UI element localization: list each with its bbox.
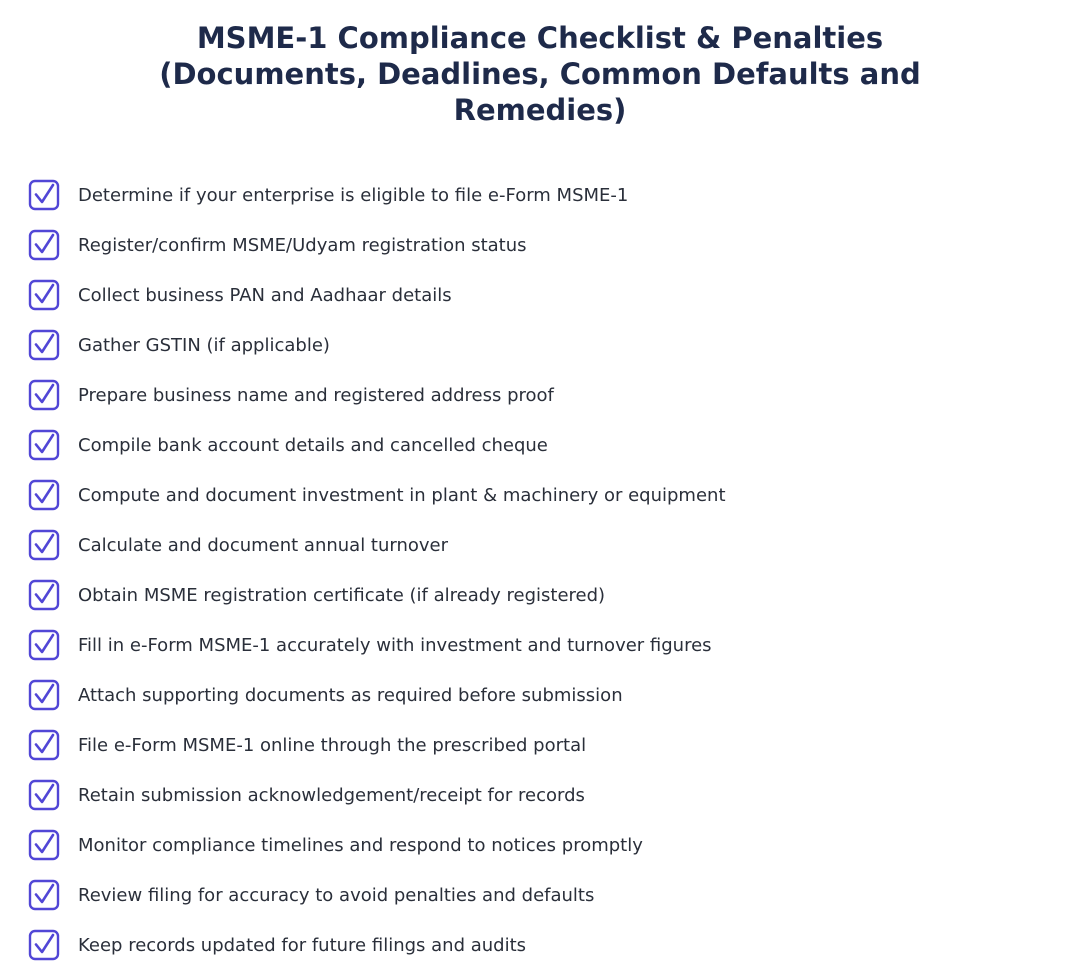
checklist-item-label: Register/confirm MSME/Udyam registration status (78, 234, 527, 256)
page-title: MSME-1 Compliance Checklist & Penalties (Documents, Deadlines, Common Defaults and Remedies) (159, 21, 921, 127)
checklist-item (28, 320, 726, 370)
checklist-item (28, 520, 726, 570)
checkbox-checked-icon[interactable] (28, 529, 60, 561)
checklist-item (28, 870, 726, 920)
checklist-item-label: Prepare business name and registered address proof (78, 384, 554, 406)
checkbox-checked-icon[interactable] (28, 329, 60, 361)
checkbox-checked-icon[interactable] (28, 929, 60, 961)
checklist-item (28, 670, 726, 720)
checklist-item-label: Review filing for accuracy to avoid penalties and defaults (78, 884, 595, 906)
checklist-item (28, 920, 726, 970)
checkbox-checked-icon[interactable] (28, 379, 60, 411)
compliance-checklist (28, 170, 726, 970)
checkbox-checked-icon[interactable] (28, 479, 60, 511)
checkbox-checked-icon[interactable] (28, 179, 60, 211)
checklist-item-label: Compile bank account details and cancelled cheque (78, 434, 548, 456)
checkbox-checked-icon[interactable] (28, 429, 60, 461)
checklist-item-label: Obtain MSME registration certificate (if already registered) (78, 584, 606, 606)
checkbox-checked-icon[interactable] (28, 229, 60, 261)
checkbox-checked-icon[interactable] (28, 829, 60, 861)
checkbox-checked-icon[interactable] (28, 679, 60, 711)
checklist-item-label: Fill in e-Form MSME-1 accurately with investment and turnover figures (78, 634, 712, 656)
checklist-item (28, 170, 726, 220)
checklist-item-label: Gather GSTIN (if applicable) (78, 334, 330, 356)
checklist-item-label: Collect business PAN and Aadhaar details (78, 284, 452, 306)
checkbox-checked-icon[interactable] (28, 879, 60, 911)
checklist-item-label: Calculate and document annual turnover (78, 534, 449, 556)
checklist-item-label: Retain submission acknowledgement/receipt for records (78, 784, 585, 806)
checklist-item-label: Attach supporting documents as required before submission (78, 684, 623, 706)
checkbox-checked-icon[interactable] (28, 779, 60, 811)
checklist-item-label: File e-Form MSME-1 online through the prescribed portal (78, 734, 587, 756)
checkbox-checked-icon[interactable] (28, 579, 60, 611)
checklist-item (28, 270, 726, 320)
checklist-item-label: Keep records updated for future filings and audits (78, 934, 527, 956)
checklist-item (28, 470, 726, 520)
checklist-item (28, 820, 726, 870)
checklist-item-label: Compute and document investment in plant & machinery or equipment (78, 484, 726, 506)
checklist-item (28, 720, 726, 770)
checkbox-checked-icon[interactable] (28, 629, 60, 661)
checklist-item (28, 420, 726, 470)
checkbox-checked-icon[interactable] (28, 729, 60, 761)
checklist-item-label: Determine if your enterprise is eligible to file e-Form MSME-1 (78, 184, 629, 206)
checklist-item-label: Monitor compliance timelines and respond to notices promptly (78, 834, 643, 856)
checklist-item (28, 370, 726, 420)
checklist-item (28, 570, 726, 620)
checklist-item (28, 620, 726, 670)
checklist-item (28, 770, 726, 820)
checkbox-checked-icon[interactable] (28, 279, 60, 311)
checklist-item (28, 220, 726, 270)
